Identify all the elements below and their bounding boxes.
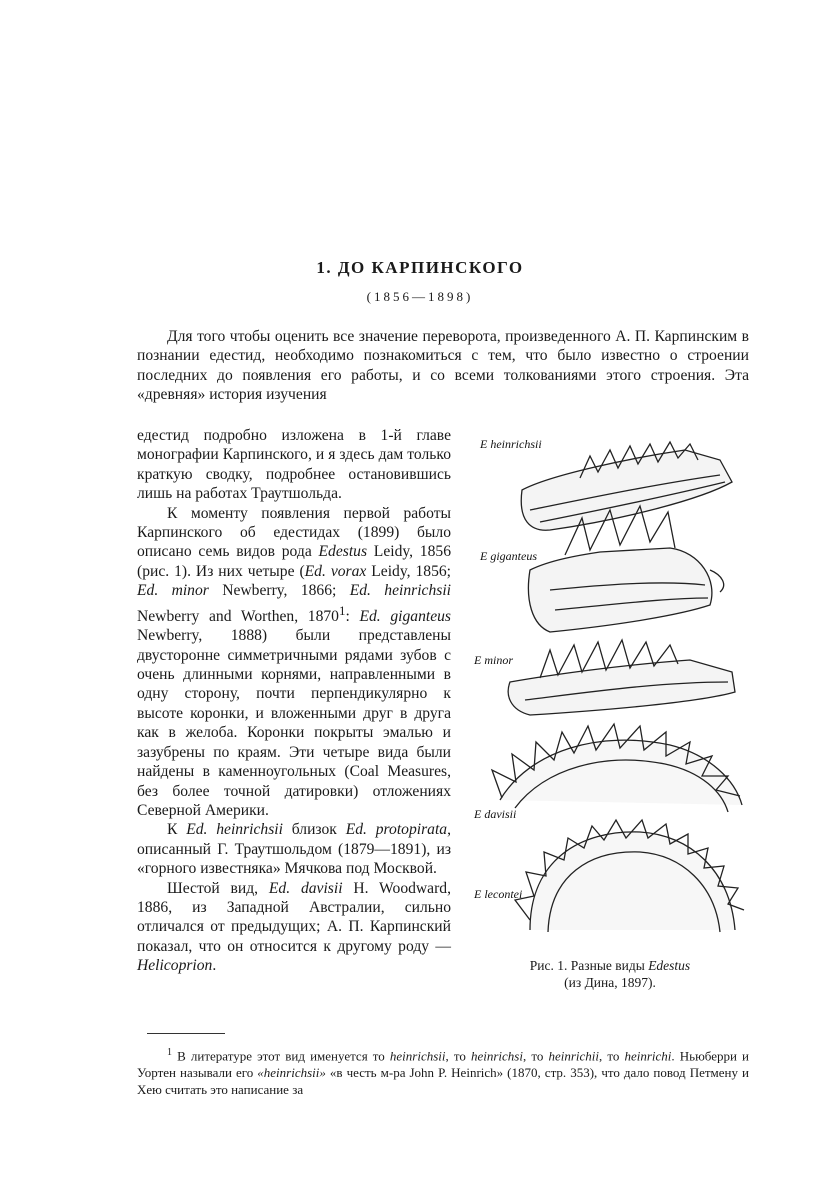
fn-variant-5: «heinrichsii» [257, 1065, 326, 1081]
p2-species-minor: Ed. minor [137, 582, 209, 600]
fn-text-2: , то [445, 1048, 471, 1064]
footnote-1 [137, 1044, 749, 1098]
p4-text-3: . [212, 957, 217, 975]
p4-text-1: Шестой вид, [167, 879, 269, 897]
footnote-ref-1[interactable]: 1 [338, 602, 346, 618]
paragraph-1: едестид подробно изложена в 1-й главе монографии Карпинского, и я здесь дам только краткую сводку, подробнее остановившись лишь на работах Траутшольда. [137, 427, 451, 503]
fn-text-3: , то [522, 1048, 549, 1064]
fn-variant-4: heinrichi [624, 1048, 672, 1064]
fn-text-6: «в честь м-ра John P. Heinrich» (1870, стр. 353), что дало повод Петмену и Хею считать это написание за [137, 1065, 749, 1098]
p3-species-heinrichsii: Ed. heinrichsii [186, 821, 283, 839]
intro-text: Для того чтобы оценить все значение переворота, произведенного А. П. Карпинским в познании едестид, необходимо познакомиться с тем, что было известно о строении последних до появления его работы, и со всеми толкованиями этого строения. Эта «древняя» история изучения [137, 328, 749, 404]
p2-text-3: Leidy, 1856; [366, 562, 451, 580]
p2-text-4: Newberry, 1866; [208, 582, 350, 600]
footnote-divider [147, 1033, 225, 1034]
p3-text-3: , описанный Г. Траутшольдом (1879—1891), из «горного известняка» Мячкова под Москвой. [137, 821, 451, 878]
footnote-mark: 1 [167, 1047, 172, 1058]
p2-species-vorax: Ed. vorax [304, 562, 367, 580]
fn-text-1: В литературе этот вид именуется то [172, 1048, 390, 1064]
label-davisii: E davisii [474, 807, 517, 821]
intro-paragraph [137, 327, 749, 405]
label-lecontei: E lecontei [474, 887, 523, 901]
caption-genus: Edestus [648, 958, 691, 973]
p2-species-heinrichsii: Ed. heinrichsii [349, 582, 451, 600]
paragraph-4 [137, 879, 451, 976]
p2-text-7: Newberry, 1888) были представлены двусторонне симметричными рядами зубов с очень длинными корнями, направленными в одну сторону, почти перпендикулярно к высоте коронки, и вложенными друг в друга как в желоба. Коронки покрыты эмалью и зазубрены по краям. Эти четыре вида были найдены в каменноугольных (Coal Measures, без более точной датировки) отложениях Северной Америки. [137, 627, 451, 819]
figure-caption [470, 957, 750, 991]
caption-source: (из Дина, 1897). [564, 975, 656, 990]
p2-species-giganteus: Ed. giganteus [359, 607, 451, 625]
fn-variant-2: heinrichsi [470, 1048, 523, 1064]
tooth-whorl-heinrichsii [521, 442, 732, 530]
edestus-illustration [470, 420, 750, 955]
fn-text-4: , то [599, 1048, 625, 1064]
label-minor: E minor [474, 653, 513, 667]
p4-genus-helicoprion: Helicoprion [137, 957, 213, 975]
caption-prefix: Рис. 1. Разные виды [529, 958, 649, 973]
p3-species-protopirata: Ed. protopirata [345, 821, 448, 839]
p2-text-1: К моменту появления первой работы Карпинского об едестидах (1899) было описано семь видов рода [137, 504, 451, 561]
label-heinrichsii: E heinrichsii [480, 437, 542, 451]
paragraph-2 [137, 504, 451, 821]
tooth-whorl-minor [508, 640, 735, 715]
tooth-whorl-lecontei [515, 820, 744, 932]
fn-text-5: . Ньюберри и Уортен называли его [137, 1048, 750, 1081]
p3-text-1: К [167, 821, 187, 839]
p4-species-davisii: Ed. davisii [268, 879, 343, 897]
paragraph-3 [137, 820, 451, 878]
p2-text-5: Newberry and Worthen, 1870 [137, 607, 339, 625]
figure-1 [470, 420, 750, 1010]
left-text-column [137, 426, 451, 976]
p4-text-2: H. Woodward, 1886, из Западной Австралии, сильно отличался от предыдущих; А. П. Карпинский показал, что он относится к другому роду — [137, 879, 451, 955]
p2-genus-edestus: Edestus [318, 543, 368, 561]
fn-variant-1: heinrichsii [389, 1048, 446, 1064]
chapter-years: (1856—1898) [366, 289, 474, 304]
fn-variant-3: heinrichii [548, 1048, 599, 1064]
chapter-title: 1. ДО КАРПИНСКОГО [316, 258, 524, 277]
p2-text-6: : [345, 607, 360, 625]
tooth-whorl-davisii [492, 724, 742, 812]
p3-text-2: близок [282, 821, 346, 839]
label-giganteus: E giganteus [480, 549, 537, 563]
p2-text-2: Leidy, 1856 (рис. 1). Из них четыре ( [137, 543, 451, 580]
